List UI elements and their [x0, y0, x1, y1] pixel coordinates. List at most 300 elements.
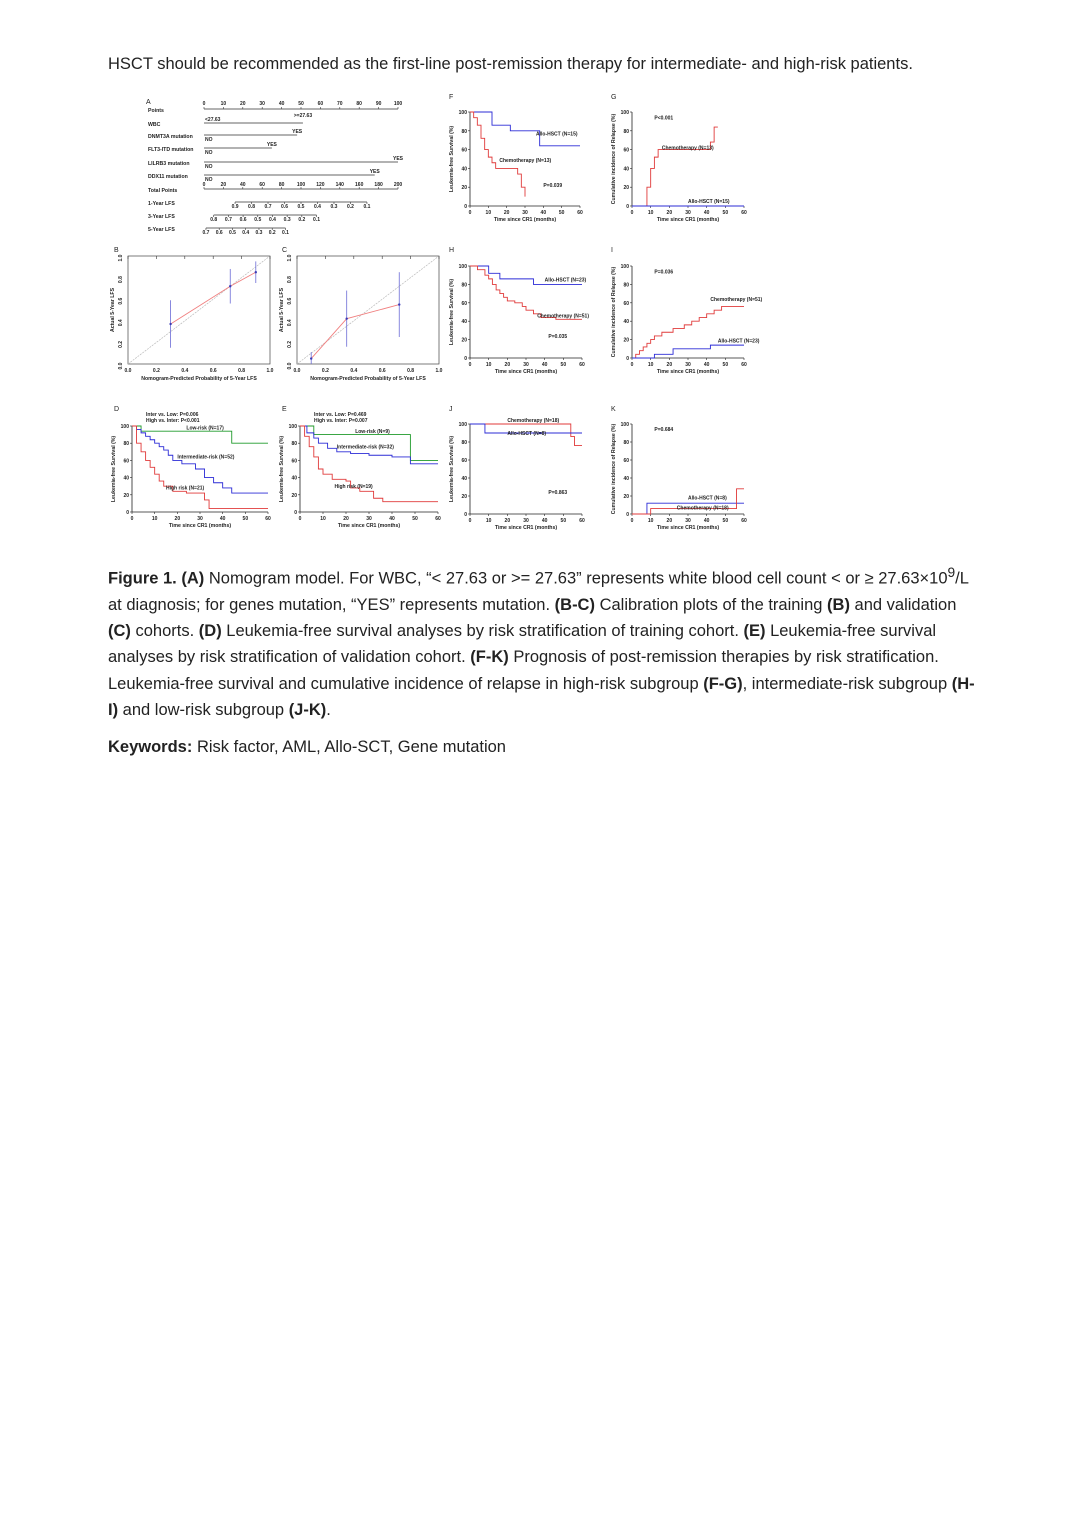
- nomogram-row-label: 5-Year LFS: [148, 227, 175, 233]
- calib-train-x-tick: 0.8: [238, 368, 246, 374]
- lfs3-tick-label: 0.2: [298, 217, 306, 223]
- km-k-xlabel: Time since CR1 (months): [656, 525, 720, 531]
- lfs3-tick-label: 0.8: [210, 217, 218, 223]
- km-e-x-tick-label: 0: [298, 516, 302, 522]
- total-tick-label: 100: [296, 182, 306, 188]
- calib-train-point: [169, 323, 171, 325]
- caption-d-text: Leukemia-free survival analyses by risk stratification of training cohort.: [221, 622, 744, 641]
- km-k-y-tick-label: 40: [623, 476, 629, 482]
- km-j-x-tick-label: 20: [504, 518, 511, 524]
- points-tick-label: 10: [220, 101, 227, 107]
- caption-a-text: Nomogram model. For WBC, “< 27.63 or >= 27.63” represents white blood cell count < or ≥ 27.63×10: [204, 569, 948, 588]
- km-f-y-tick-label: 20: [461, 185, 467, 192]
- km-g-x-tick-label: 10: [647, 210, 654, 216]
- km-d-legend: Low-risk (N=17): [186, 425, 224, 432]
- km-e-x-tick-label: 40: [389, 516, 395, 522]
- figure-caption: [108, 560, 978, 723]
- km-f-x-tick-label: 10: [485, 210, 492, 216]
- km-f-ylabel: Leukemia-free Survival (%): [449, 125, 455, 193]
- lfs5-tick-label: 0.7: [202, 230, 210, 236]
- km-f-y-tick-label: 40: [461, 166, 467, 173]
- km-g-x-tick-label: 60: [741, 210, 747, 216]
- km-f-x-tick-label: 30: [522, 210, 528, 216]
- panel-letter-d: D: [114, 406, 120, 413]
- km-j-legend: Chemotherapy (N=18): [507, 418, 560, 425]
- km-i-y-tick-label: 40: [623, 319, 629, 326]
- km-d-x-tick-label: 0: [130, 516, 134, 522]
- total-tick-label: 20: [220, 182, 227, 188]
- total-tick-label: 160: [355, 182, 364, 188]
- km-i-legend: Allo-HSCT (N=23): [717, 338, 760, 345]
- km-j-y-tick-label: 100: [458, 422, 467, 428]
- km-g-x-tick-label: 0: [630, 210, 634, 216]
- lilrb3-yes-label: YES: [392, 156, 404, 162]
- nomogram-row-label: 1-Year LFS: [148, 201, 175, 207]
- km-i-curve-allo: [632, 345, 744, 358]
- km-d-stat: High vs. Inter: P<0.001: [146, 418, 200, 424]
- km-e-x-tick-label: 60: [435, 516, 441, 522]
- panel-letter-c: C: [282, 247, 288, 254]
- caption-c-tag: (C): [108, 622, 131, 641]
- km-k-y-tick-label: 100: [620, 422, 629, 428]
- km-j-x-tick-label: 40: [541, 518, 548, 524]
- km-i-xlabel: Time since CR1 (months): [656, 369, 720, 375]
- lfs5-tick-label: 0.1: [282, 230, 289, 236]
- wbc-high-label: >=27.63: [293, 113, 313, 119]
- km-d-y-tick-label: 20: [123, 492, 129, 499]
- km-f-legend: Chemotherapy (N=13): [499, 157, 552, 164]
- panel-letter-a: A: [146, 99, 151, 106]
- nomogram-row-label: DNMT3A mutation: [148, 134, 193, 140]
- caption-jk-tag: (J-K): [288, 700, 327, 719]
- calib-train-x-tick: 0.4: [181, 368, 189, 374]
- km-k-y-tick-label: 20: [623, 494, 629, 500]
- km-i-y-tick-label: 20: [623, 337, 629, 344]
- km-d-y-tick-label: 60: [123, 458, 129, 465]
- km-f-x-tick-label: 60: [577, 210, 583, 216]
- caption-hi-tag: (H-I): [108, 674, 975, 719]
- lfs3-tick-label: 0.1: [313, 217, 320, 223]
- calib-valid-y-tick: 1.0: [287, 254, 293, 262]
- km-h-curve-chemo: [470, 266, 582, 319]
- km-e-x-tick-label: 10: [320, 516, 326, 522]
- km-h-y-tick-label: 0: [464, 356, 467, 362]
- km-i-x-tick-label: 50: [722, 362, 729, 368]
- intro-paragraph: HSCT should be recommended as the first-line post-remission therapy for intermediate- and high-risk patients.: [108, 55, 913, 73]
- km-h-x-tick-label: 20: [504, 362, 511, 368]
- calib-train-y-tick: 0.8: [118, 276, 124, 284]
- km-i-x-tick-label: 10: [647, 362, 654, 368]
- lfs1-tick-label: 0.8: [248, 204, 256, 210]
- lfs3-tick-label: 0.5: [254, 217, 262, 223]
- total-tick-label: 180: [374, 182, 383, 188]
- calib-train-point: [255, 271, 257, 273]
- km-f-xlabel: Time since CR1 (months): [493, 217, 557, 223]
- figure-1: [106, 90, 776, 540]
- panel-letter-h: H: [449, 247, 455, 254]
- km-g-y-tick-label: 60: [623, 147, 629, 154]
- lfs3-tick-label: 0.4: [268, 217, 276, 223]
- km-d-stat: Inter vs. Low: P=0.006: [146, 412, 199, 418]
- km-i-legend: P=0.036: [654, 269, 674, 276]
- km-g-y-tick-label: 40: [623, 166, 629, 173]
- km-d-x-tick-label: 30: [197, 516, 203, 522]
- nomogram-row-label: WBC: [148, 122, 161, 128]
- flt3-no-label: NO: [205, 150, 213, 156]
- caption-a-tail: /L at diagnosis; for genes mutation, “YES” represents mutation.: [108, 569, 969, 614]
- km-d-x-tick-label: 60: [265, 516, 271, 522]
- km-g-x-tick-label: 50: [722, 210, 729, 216]
- km-f-y-tick-label: 60: [461, 147, 467, 154]
- km-d-y-tick-label: 40: [123, 475, 129, 482]
- km-i-curve-chemo: [632, 306, 744, 358]
- calib-valid-y-tick: 0.8: [287, 276, 293, 284]
- total-tick-label: 120: [316, 182, 325, 188]
- panel-letter-f: F: [449, 94, 454, 101]
- points-tick-label: 0: [202, 101, 206, 107]
- km-i-x-tick-label: 30: [685, 362, 691, 368]
- km-k-ylabel: Cumulative incidence of Relapse (%): [611, 423, 617, 515]
- panel-letter-e: E: [282, 406, 287, 413]
- km-k-x-tick-label: 20: [666, 518, 673, 524]
- km-d-x-tick-label: 50: [242, 516, 249, 522]
- figure-1-svg: [106, 90, 776, 540]
- caption-e-text: Leukemia-free survival analyses by risk stratification of validation cohort.: [108, 622, 937, 667]
- caption-figure-label: Figure 1.: [108, 569, 177, 588]
- caption-jk-end: .: [326, 700, 331, 719]
- km-e-legend: High risk (N=19): [334, 483, 373, 490]
- km-e-ylabel: Leukemia-free Survival (%): [279, 435, 285, 503]
- km-h-x-tick-label: 30: [523, 362, 529, 368]
- nomogram-row-label: FLT3-ITD mutation: [148, 147, 194, 153]
- panel-letter-b: B: [114, 247, 119, 254]
- km-f-legend: Allo-HSCT (N=15): [536, 131, 578, 138]
- km-g-ylabel: Cumulative incidence of Relapse (%): [611, 113, 617, 205]
- km-k-x-tick-label: 30: [685, 518, 691, 524]
- km-i-legend: Chemotherapy (N=51): [710, 296, 763, 303]
- caption-fk-tag: (F-K): [470, 648, 509, 667]
- calib-train-x-tick: 0.0: [124, 368, 132, 374]
- km-k-y-tick-label: 0: [626, 512, 629, 518]
- km-j-x-tick-label: 30: [523, 518, 529, 524]
- km-i-x-tick-label: 60: [741, 362, 747, 368]
- calib-valid-y-tick: 0.4: [287, 319, 293, 327]
- calib-train-calibration-line: [171, 272, 256, 324]
- total-tick-label: 200: [393, 182, 403, 188]
- calib-valid-x-tick: 0.2: [321, 368, 329, 374]
- calib-train-x-tick: 0.6: [209, 368, 217, 374]
- km-i-x-tick-label: 20: [666, 362, 673, 368]
- calib-train-xlabel: Nomogram-Predicted Probability of 5-Year LFS: [141, 376, 257, 382]
- km-d-curve-high: [132, 426, 268, 509]
- km-g-y-tick-label: 0: [626, 204, 629, 210]
- points-tick-label: 30: [259, 101, 265, 107]
- km-e-xlabel: Time since CR1 (months): [337, 523, 401, 529]
- km-h-x-tick-label: 50: [560, 362, 567, 368]
- nomogram-row-label: DDX11 mutation: [148, 174, 188, 180]
- ddx11-yes-label: YES: [369, 169, 380, 175]
- km-f-curve-allo: [470, 112, 580, 146]
- km-f-x-tick-label: 40: [540, 210, 547, 216]
- km-d-legend: Intermediate-risk (N=52): [177, 454, 235, 461]
- km-h-y-tick-label: 20: [461, 337, 467, 344]
- lfs3-tick-label: 0.7: [224, 217, 232, 223]
- caption-e-tag: (E): [743, 622, 766, 641]
- panel-letter-g: G: [611, 94, 617, 101]
- lfs1-tick-label: 0.5: [297, 204, 305, 210]
- total-tick-label: 60: [259, 182, 265, 188]
- km-e-y-tick-label: 40: [291, 475, 297, 482]
- calib-valid-y-tick: 0.2: [287, 340, 293, 348]
- km-f-y-tick-label: 0: [464, 204, 467, 210]
- km-f-curve-chemo: [470, 112, 525, 197]
- km-i-y-tick-label: 60: [623, 300, 629, 307]
- km-e-legend: Low-risk (N=9): [355, 428, 390, 435]
- lfs5-tick-label: 0.5: [228, 230, 236, 236]
- lilrb3-no-label: NO: [205, 164, 213, 170]
- points-tick-label: 70: [337, 101, 343, 107]
- km-e-stat: High vs. Inter: P=0.007: [314, 418, 368, 424]
- km-k-x-tick-label: 60: [741, 518, 747, 524]
- km-h-x-tick-label: 40: [541, 362, 548, 368]
- caption-hi-text: and low-risk subgroup: [118, 700, 289, 719]
- total-tick-label: 0: [202, 182, 206, 188]
- km-f-x-tick-label: 50: [558, 210, 565, 216]
- calib-train-y-tick: 1.0: [118, 254, 124, 262]
- km-d-y-tick-label: 100: [120, 424, 129, 430]
- km-j-y-tick-label: 60: [461, 458, 467, 464]
- km-e-legend: Intermediate-risk (N=32): [336, 444, 394, 451]
- km-d-y-tick-label: 80: [123, 441, 129, 448]
- caption-d-tag: (D): [198, 622, 222, 641]
- km-i-x-tick-label: 0: [630, 362, 634, 368]
- km-g-legend: Chemotherapy (N=13): [661, 145, 714, 152]
- km-h-x-tick-label: 10: [485, 362, 492, 368]
- caption-b-tag: (B): [827, 595, 850, 614]
- caption-a-tag: (A): [181, 569, 205, 588]
- km-k-x-tick-label: 50: [722, 518, 729, 524]
- km-f-y-tick-label: 100: [458, 110, 467, 116]
- nomogram-row-label: 3-Year LFS: [148, 214, 175, 220]
- km-g-xlabel: Time since CR1 (months): [656, 217, 720, 223]
- lfs1-tick-label: 0.1: [363, 204, 371, 210]
- km-h-xlabel: Time since CR1 (months): [494, 369, 558, 375]
- km-j-y-tick-label: 20: [461, 494, 467, 500]
- calib-valid-x-tick: 0.4: [350, 368, 358, 374]
- calib-valid-point: [310, 357, 312, 359]
- km-e-stat: Inter vs. Low: P=0.469: [314, 412, 367, 418]
- lfs5-tick-label: 0.3: [255, 230, 263, 236]
- caption-b-text: and validation: [849, 595, 957, 614]
- km-e-y-tick-label: 0: [294, 510, 297, 516]
- panel-letter-j: J: [449, 406, 453, 413]
- km-j-x-tick-label: 50: [560, 518, 567, 524]
- km-i-ylabel: Cumulative incidence of Relapse (%): [611, 266, 617, 358]
- dnmt3a-no-label: NO: [205, 137, 213, 143]
- km-h-x-tick-label: 0: [468, 362, 472, 368]
- km-d-x-tick-label: 40: [219, 516, 226, 522]
- km-j-y-tick-label: 0: [464, 512, 467, 518]
- calib-valid-point: [398, 303, 400, 305]
- points-tick-label: 100: [393, 101, 403, 107]
- km-i-y-tick-label: 100: [620, 264, 629, 270]
- km-e-x-tick-label: 30: [366, 516, 372, 522]
- lfs1-tick-label: 0.3: [330, 204, 338, 210]
- km-h-legend: P=0.035: [548, 333, 568, 340]
- calib-train-y-tick: 0.4: [118, 319, 124, 327]
- km-g-y-tick-label: 80: [623, 128, 629, 135]
- km-h-y-tick-label: 40: [461, 319, 467, 326]
- km-h-ylabel: Leukemia-free Survival (%): [449, 278, 455, 346]
- km-j-y-tick-label: 40: [461, 476, 467, 482]
- calib-valid-y-tick: 0.0: [287, 362, 293, 370]
- calib-train-ylabel: Actual 5-Year LFS: [110, 287, 116, 333]
- calib-train-x-tick: 0.2: [152, 368, 160, 374]
- km-j-x-tick-label: 60: [579, 518, 585, 524]
- km-k-x-tick-label: 40: [703, 518, 710, 524]
- km-j-x-tick-label: 0: [468, 518, 472, 524]
- calib-valid-ideal-line: [297, 256, 439, 364]
- km-g-y-tick-label: 100: [620, 110, 629, 116]
- lfs1-tick-label: 0.6: [281, 204, 288, 210]
- km-j-x-tick-label: 10: [485, 518, 492, 524]
- flt3-yes-label: YES: [266, 142, 277, 148]
- points-tick-label: 40: [278, 101, 285, 107]
- km-k-legend: Chemotherapy (N=18): [676, 505, 729, 512]
- km-h-legend: Allo-HSCT (N=23): [544, 277, 587, 284]
- km-j-legend: P=0.863: [548, 490, 568, 497]
- total-tick-label: 40: [240, 182, 246, 188]
- km-e-x-tick-label: 20: [343, 516, 349, 522]
- km-g-legend: P<0.001: [654, 115, 674, 122]
- km-e-y-tick-label: 100: [288, 424, 297, 430]
- km-h-y-tick-label: 60: [461, 300, 467, 307]
- calib-valid-calibration-line: [311, 305, 399, 359]
- points-tick-label: 80: [356, 101, 362, 107]
- km-e-y-tick-label: 20: [291, 492, 297, 499]
- km-j-ylabel: Leukemia-free Survival (%): [449, 435, 455, 503]
- km-f-x-tick-label: 20: [503, 210, 510, 216]
- km-k-legend: Allo-HSCT (N=8): [688, 495, 727, 502]
- calib-valid-x-tick: 1.0: [435, 368, 443, 374]
- caption-bc-tag: (B-C): [554, 595, 595, 614]
- lfs3-tick-label: 0.3: [283, 217, 291, 223]
- ddx11-no-label: NO: [205, 177, 213, 183]
- points-tick-label: 20: [240, 101, 246, 107]
- km-k-x-tick-label: 10: [647, 518, 654, 524]
- wbc-low-label: <27.63: [205, 117, 221, 123]
- caption-c-text: cohorts.: [130, 622, 199, 641]
- km-i-y-tick-label: 0: [626, 356, 629, 362]
- km-h-y-tick-label: 80: [461, 282, 467, 289]
- panel-letter-i: I: [611, 247, 613, 254]
- keywords-label: Keywords:: [108, 738, 193, 756]
- calib-train-y-tick: 0.2: [118, 340, 124, 348]
- km-j-y-tick-label: 80: [461, 440, 467, 446]
- lfs1-tick-label: 0.9: [231, 204, 239, 210]
- km-k-x-tick-label: 0: [630, 518, 634, 524]
- km-f-legend: P=0.039: [543, 183, 563, 190]
- calib-train-y-tick: 0.6: [118, 297, 124, 305]
- caption-bc-text: Calibration plots of the training: [594, 595, 828, 614]
- km-d-x-tick-label: 20: [174, 516, 181, 522]
- km-d-ylabel: Leukemia-free Survival (%): [111, 435, 117, 503]
- caption-fg-tag: (F-G): [703, 674, 743, 693]
- calib-valid-x-tick: 0.6: [378, 368, 386, 374]
- km-k-y-tick-label: 60: [623, 458, 629, 464]
- calib-valid-point: [346, 317, 348, 319]
- km-d-x-tick-label: 10: [151, 516, 158, 522]
- points-tick-label: 60: [317, 101, 324, 107]
- lfs1-tick-label: 0.2: [346, 204, 354, 210]
- km-g-x-tick-label: 40: [703, 210, 710, 216]
- km-i-x-tick-label: 40: [703, 362, 710, 368]
- km-g-x-tick-label: 20: [666, 210, 673, 216]
- nomogram-row-label: Points: [148, 108, 164, 114]
- km-d-y-tick-label: 0: [126, 510, 129, 516]
- km-h-x-tick-label: 60: [579, 362, 585, 368]
- lfs5-tick-label: 0.2: [268, 230, 276, 236]
- keywords: [108, 738, 506, 757]
- km-h-legend: Chemotherapy (N=51): [537, 313, 590, 320]
- km-k-legend: P=0.684: [654, 427, 674, 434]
- total-tick-label: 80: [278, 182, 285, 188]
- km-h-y-tick-label: 100: [458, 264, 467, 270]
- caption-fk-text: Prognosis of post-remission therapies by risk stratification. Leukemia-free survival and cumulative incidence of relapse in high-risk subgroup: [108, 648, 939, 693]
- lfs5-tick-label: 0.6: [215, 230, 223, 236]
- calib-valid-y-tick: 0.6: [287, 297, 293, 305]
- caption-a-sup: 9: [947, 565, 956, 580]
- km-i-y-tick-label: 80: [623, 282, 629, 289]
- nomogram-row-label: LILRB3 mutation: [148, 161, 190, 167]
- points-tick-label: 50: [298, 101, 304, 107]
- km-d-legend: High risk (N=21): [166, 485, 205, 492]
- calib-train-point: [229, 285, 231, 287]
- nomogram-row-label: Total Points: [148, 188, 178, 194]
- dnmt3a-yes-label: YES: [292, 129, 303, 135]
- calib-valid-xlabel: Nomogram-Predicted Probability of 5-Year LFS: [310, 376, 426, 382]
- caption-fg-text: , intermediate-risk subgroup: [742, 674, 952, 693]
- lfs1-tick-label: 0.4: [314, 204, 321, 210]
- lfs5-tick-label: 0.4: [242, 230, 250, 236]
- total-tick-label: 140: [335, 182, 344, 188]
- km-e-y-tick-label: 60: [291, 458, 297, 465]
- km-d-xlabel: Time since CR1 (months): [168, 523, 232, 529]
- km-k-y-tick-label: 80: [623, 440, 629, 446]
- km-g-legend: Allo-HSCT (N=15): [688, 199, 730, 206]
- calib-train-ideal-line: [128, 256, 270, 364]
- panel-letter-k: K: [611, 406, 616, 413]
- km-f-y-tick-label: 80: [461, 128, 467, 135]
- keywords-text: Risk factor, AML, Allo-SCT, Gene mutation: [192, 738, 506, 756]
- km-e-x-tick-label: 50: [412, 516, 418, 522]
- calib-train-x-tick: 1.0: [266, 368, 274, 374]
- calib-valid-x-tick: 0.0: [293, 368, 301, 374]
- km-g-x-tick-label: 30: [685, 210, 691, 216]
- km-j-legend: Allo-HSCT (N=8): [507, 430, 547, 437]
- calib-train-y-tick: 0.0: [118, 362, 124, 370]
- km-e-y-tick-label: 80: [291, 441, 297, 448]
- calib-valid-ylabel: Actual 5-Year LFS: [279, 287, 285, 333]
- km-j-xlabel: Time since CR1 (months): [494, 525, 558, 531]
- points-tick-label: 90: [375, 101, 382, 107]
- km-f-x-tick-label: 0: [468, 210, 472, 216]
- lfs1-tick-label: 0.7: [264, 204, 272, 210]
- km-g-y-tick-label: 20: [623, 185, 629, 192]
- calib-valid-x-tick: 0.8: [407, 368, 415, 374]
- lfs3-tick-label: 0.6: [239, 217, 247, 223]
- km-g-curve-chemo: [632, 127, 718, 206]
